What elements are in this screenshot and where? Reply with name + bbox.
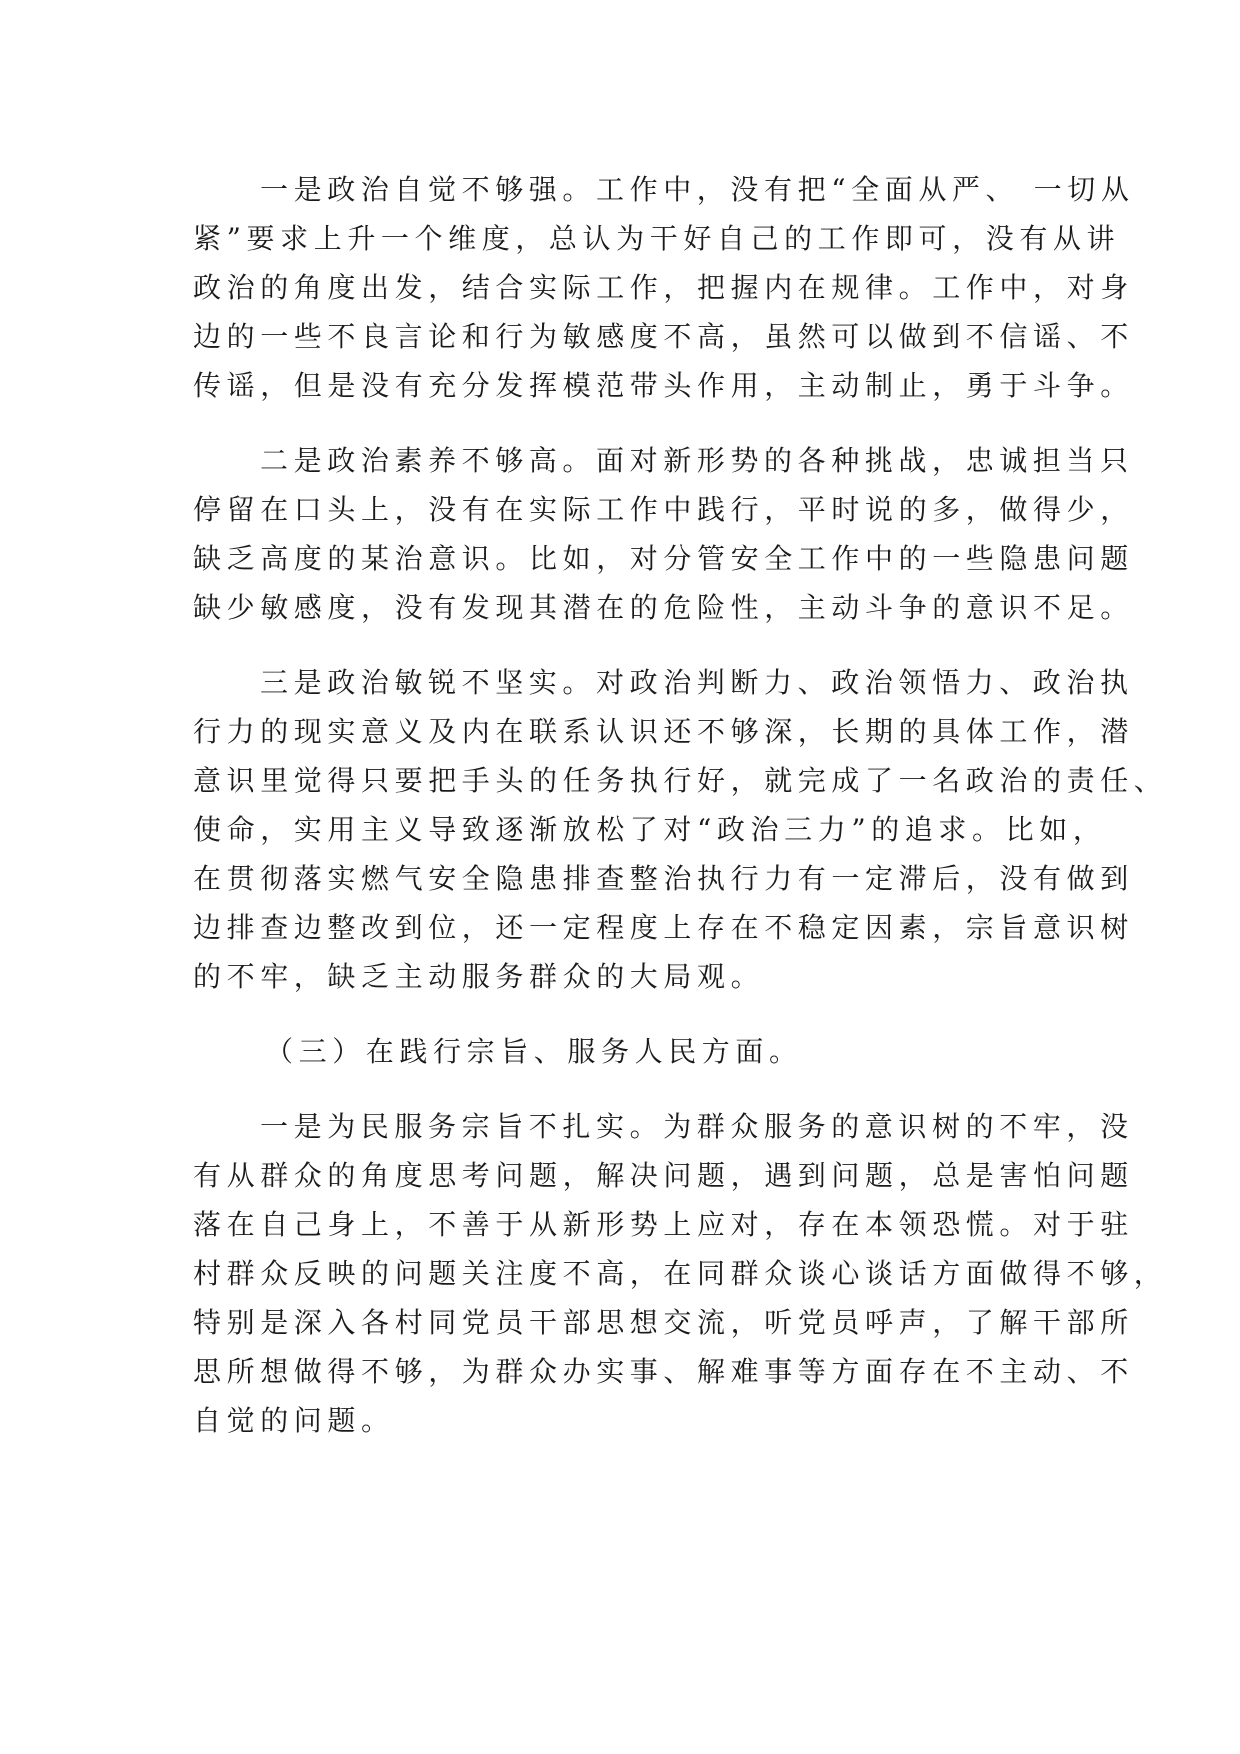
text-line: 二是政治素养不够高。面对新形势的各种挑战，忠诚担当只 bbox=[260, 444, 1134, 477]
text-line: 行力的现实意义及内在联系认识还不够深，长期的具体工作，潜 bbox=[193, 715, 1134, 748]
paragraph-political-acuity bbox=[193, 658, 1168, 1001]
paragraph-spacer bbox=[193, 632, 1073, 658]
text-line: 边的一些不良言论和行为敏感度不高，虽然可以做到不信谣、不 bbox=[193, 320, 1134, 353]
text-line: 紧”要求上升一个维度，总认为干好自己的工作即可，没有从讲 bbox=[193, 222, 1121, 255]
text-line: 自觉的问题。 bbox=[193, 1404, 395, 1437]
paragraph-spacer bbox=[193, 410, 1073, 436]
text-line: 使命，实用主义导致逐渐放松了对“政治三力”的追求。比如， bbox=[193, 813, 1107, 846]
document-body bbox=[193, 165, 1168, 1445]
text-line: 特别是深入各村同党员干部思想交流，听党员呼声，了解干部所 bbox=[193, 1306, 1134, 1339]
paragraph-political-awareness bbox=[193, 165, 1135, 410]
section-heading-text: （三）在践行宗旨、服务人民方面。 bbox=[265, 1035, 803, 1068]
text-line: 缺少敏感度，没有发现其潜在的危险性，主动斗争的意识不足。 bbox=[193, 591, 1134, 624]
text-line: 传谣，但是没有充分发挥模范带头作用，主动制止，勇于斗争。 bbox=[193, 369, 1134, 402]
text-line: 思所想做得不够，为群众办实事、解难事等方面存在不主动、不 bbox=[193, 1355, 1134, 1388]
text-line: 政治的角度出发，结合实际工作，把握内在规律。工作中，对身 bbox=[193, 271, 1134, 304]
text-line: 边排查边整改到位，还一定程度上存在不稳定因素，宗旨意识树 bbox=[193, 911, 1134, 944]
text-line: 的不牢，缺乏主动服务群众的大局观。 bbox=[193, 960, 765, 993]
paragraph-political-literacy bbox=[193, 436, 1134, 632]
text-line: 缺乏高度的某治意识。比如，对分管安全工作中的一些隐患问题 bbox=[193, 542, 1134, 575]
paragraph-service-purpose bbox=[193, 1102, 1168, 1445]
paragraph-spacer bbox=[193, 1001, 1073, 1027]
text-line: 停留在口头上，没有在实际工作中践行，平时说的多，做得少， bbox=[193, 493, 1134, 526]
text-line: 落在自己身上，不善于从新形势上应对，存在本领恐慌。对于驻 bbox=[193, 1208, 1134, 1241]
section-heading bbox=[193, 1027, 1073, 1076]
text-line: 村群众反映的问题关注度不高，在同群众谈心谈话方面做得不够， bbox=[193, 1257, 1168, 1290]
paragraph-spacer bbox=[193, 1076, 1073, 1102]
text-line: 在贯彻落实燃气安全隐患排查整治执行力有一定滞后，没有做到 bbox=[193, 862, 1134, 895]
text-line: 三是政治敏锐不坚实。对政治判断力、政治领悟力、政治执 bbox=[260, 666, 1134, 699]
text-line: 一是政治自觉不够强。工作中，没有把“全面从严、 一切从 bbox=[260, 173, 1135, 206]
text-line: 有从群众的角度思考问题，解决问题，遇到问题，总是害怕问题 bbox=[193, 1159, 1134, 1192]
text-line: 意识里觉得只要把手头的任务执行好，就完成了一名政治的责任、 bbox=[193, 764, 1168, 797]
text-line: 一是为民服务宗旨不扎实。为群众服务的意识树的不牢，没 bbox=[260, 1110, 1134, 1143]
